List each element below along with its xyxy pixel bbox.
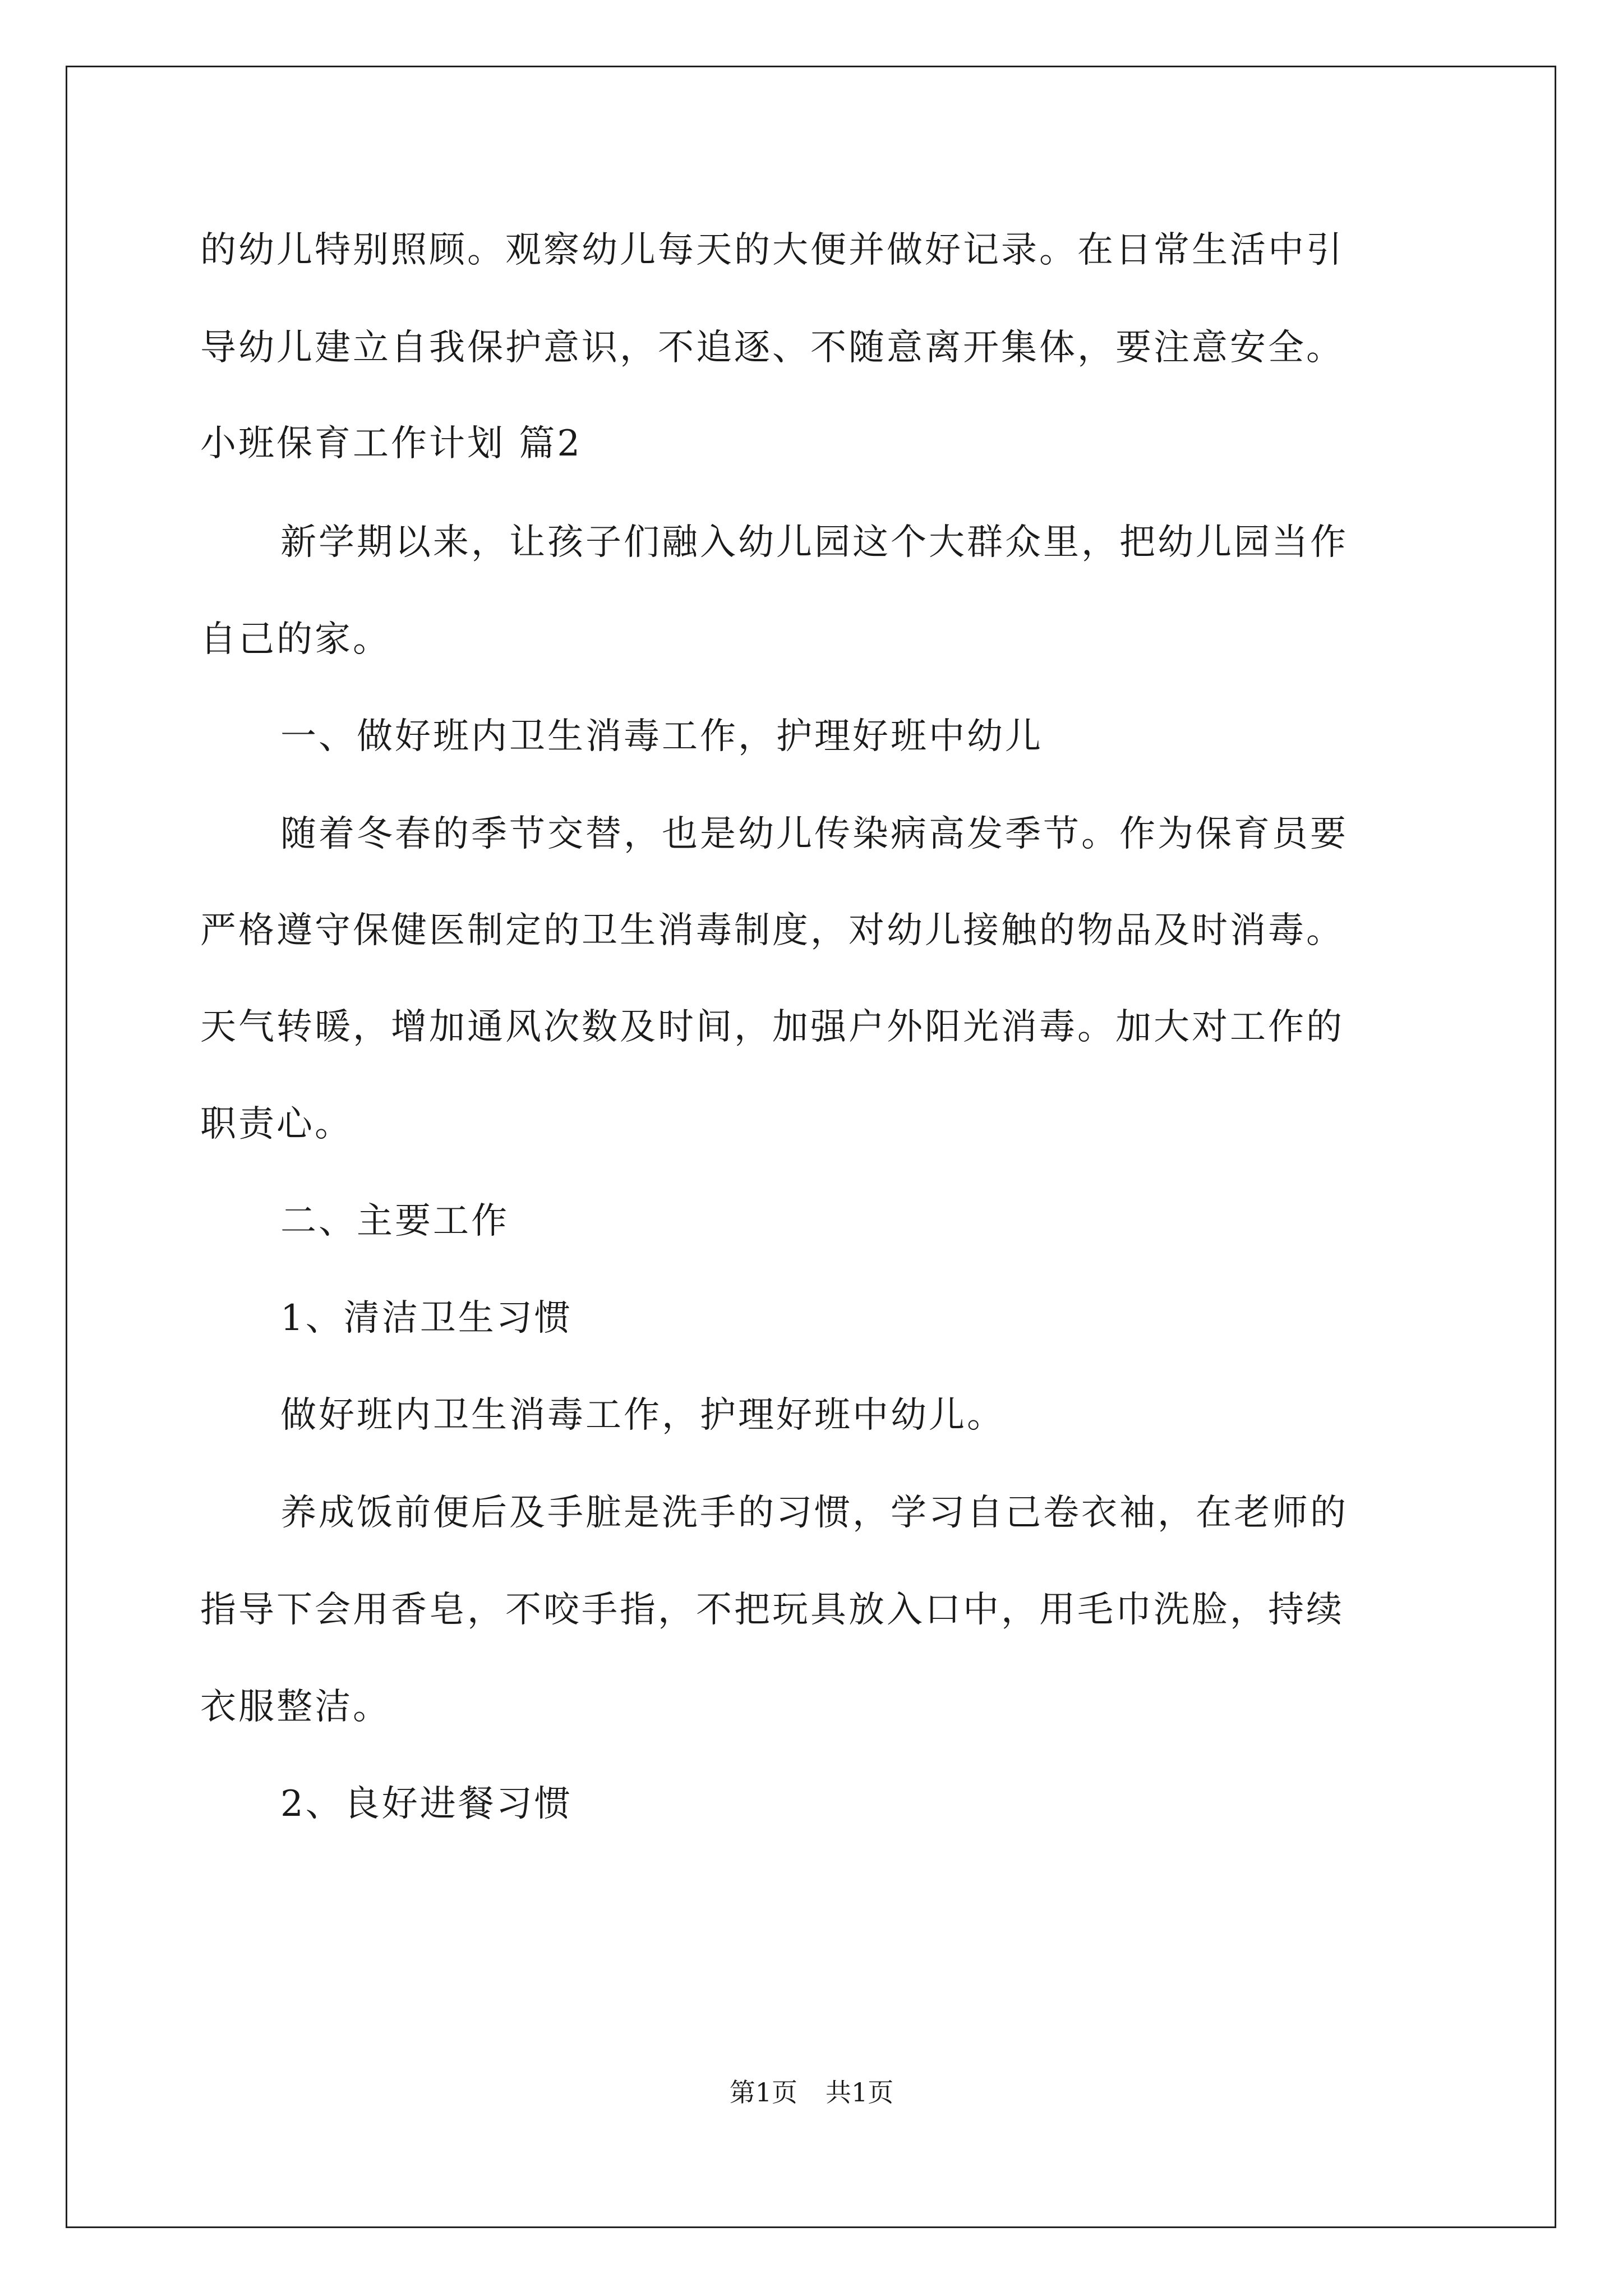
subheading: 1、清洁卫生习惯 [280, 1297, 573, 1339]
paragraph-line: 导幼儿建立自我保护意识，不追逐、不随意离开集体，要注意安全。 [200, 327, 1344, 369]
subheading: 二、主要工作 [280, 1200, 509, 1242]
paragraph-line: 新学期以来，让孩子们融入幼儿园这个大群众里，把幼儿园当作 [280, 522, 1348, 563]
paragraph-line: 严格遵守保健医制定的卫生消毒制度，对幼儿接触的物品及时消毒。 [200, 910, 1344, 951]
paragraph-line: 随着冬春的季节交替，也是幼儿传染病高发季节。作为保育员要 [280, 813, 1348, 855]
paragraph-line: 衣服整洁。 [200, 1686, 391, 1728]
paragraph-line: 的幼儿特别照顾。观察幼儿每天的大便并做好记录。在日常生活中引 [200, 229, 1344, 271]
paragraph-line: 自己的家。 [200, 619, 391, 660]
subheading: 一、做好班内卫生消毒工作，护理好班中幼儿 [280, 716, 1043, 757]
page-border [66, 66, 1556, 2228]
paragraph-line: 指导下会用香皂，不咬手指，不把玩具放入口中，用毛巾洗脸，持续 [200, 1589, 1344, 1631]
section-heading: 小班保育工作计划 篇2 [200, 423, 583, 464]
paragraph-line: 做好班内卫生消毒工作，护理好班中幼儿。 [280, 1395, 1005, 1436]
paragraph-line: 养成饭前便后及手脏是洗手的习惯，学习自己卷衣袖，在老师的 [280, 1492, 1348, 1534]
paragraph-line: 职责心。 [200, 1103, 353, 1145]
subheading: 2、良好进餐习惯 [280, 1783, 573, 1825]
paragraph-line: 天气转暖，增加通风次数及时间，加强户外阳光消毒。加大对工作的 [200, 1006, 1344, 1048]
page-total: 共1页 [826, 2077, 894, 2108]
page-footer [0, 2077, 1623, 2108]
page-number: 第1页 [729, 2077, 797, 2108]
